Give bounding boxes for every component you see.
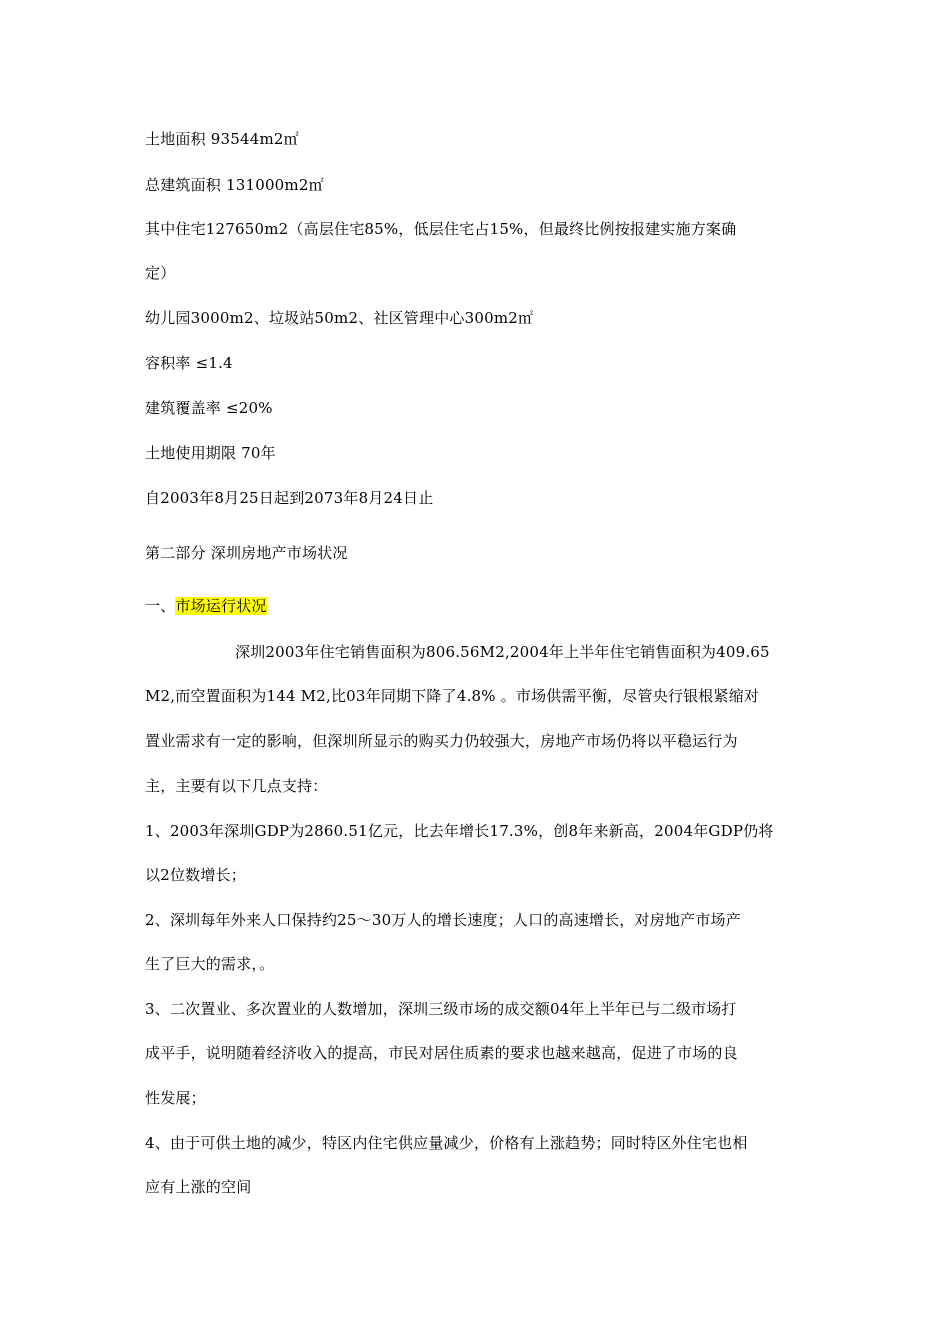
intro-paragraph-line-2: M2,而空置面积为144 M2,比03年同期下降了4.8% 。市场供需平衡，尽管央行银根紧缩对 bbox=[145, 687, 760, 705]
total-floor-area-line: 总建筑面积 131000m2㎡ bbox=[145, 176, 324, 194]
intro-paragraph-line-3: 置业需求有一定的影响，但深圳所显示的购买力仍较强大，房地产市场仍将以平稳运行为 bbox=[145, 732, 738, 750]
point-4-line-2: 应有上涨的空间 bbox=[145, 1178, 252, 1196]
term-dates-line: 自2003年8月25日起到2073年8月24日止 bbox=[145, 489, 434, 507]
point-1-line-2: 以2位数增长； bbox=[145, 866, 246, 884]
subsection-heading bbox=[145, 596, 267, 616]
point-2-line-2: 生了巨大的需求，。 bbox=[145, 955, 275, 973]
plot-ratio-line: 容积率 ≤1.4 bbox=[145, 354, 233, 372]
facilities-line: 幼儿园3000m2、垃圾站50m2、社区管理中心300m2㎡ bbox=[145, 309, 534, 327]
residential-area-line-cont: 定） bbox=[145, 264, 176, 282]
point-1-line-1: 1、2003年深圳GDP为2860.51亿元，比去年增长17.3%，创8年来新高，2004年GDP仍将 bbox=[145, 822, 774, 840]
point-2-line-1: 2、深圳每年外来人口保持约25～30万人的增长速度；人口的高速增长，对房地产市场产 bbox=[145, 911, 741, 929]
point-3-line-1: 3、二次置业、多次置业的人数增加，深圳三级市场的成交额04年上半年已与二级市场打 bbox=[145, 1000, 737, 1018]
coverage-ratio-line: 建筑覆盖率 ≤20% bbox=[145, 399, 273, 417]
land-area-line: 土地面积 93544m2㎡ bbox=[145, 130, 299, 148]
subsection-prefix: 一、 bbox=[145, 597, 176, 615]
intro-paragraph-line-1: 深圳2003年住宅销售面积为806.56M2,2004年上半年住宅销售面积为409.65 bbox=[235, 643, 770, 661]
residential-area-line: 其中住宅127650m2（高层住宅85%，低层住宅占15%，但最终比例按报建实施方案确 bbox=[145, 220, 737, 238]
point-4-line-1: 4、由于可供土地的减少，特区内住宅供应量减少，价格有上涨趋势；同时特区外住宅也相 bbox=[145, 1134, 748, 1152]
land-use-term-line: 土地使用期限 70年 bbox=[145, 444, 276, 462]
section-title: 第二部分 深圳房地产市场状况 bbox=[145, 544, 348, 562]
point-3-line-2: 成平手，说明随着经济收入的提高，市民对居住质素的要求也越来越高，促进了市场的良 bbox=[145, 1044, 738, 1062]
subsection-title-highlighted: 市场运行状况 bbox=[175, 597, 267, 615]
intro-paragraph-line-4: 主，主要有以下几点支持： bbox=[145, 777, 328, 795]
point-3-line-3: 性发展； bbox=[145, 1089, 206, 1107]
